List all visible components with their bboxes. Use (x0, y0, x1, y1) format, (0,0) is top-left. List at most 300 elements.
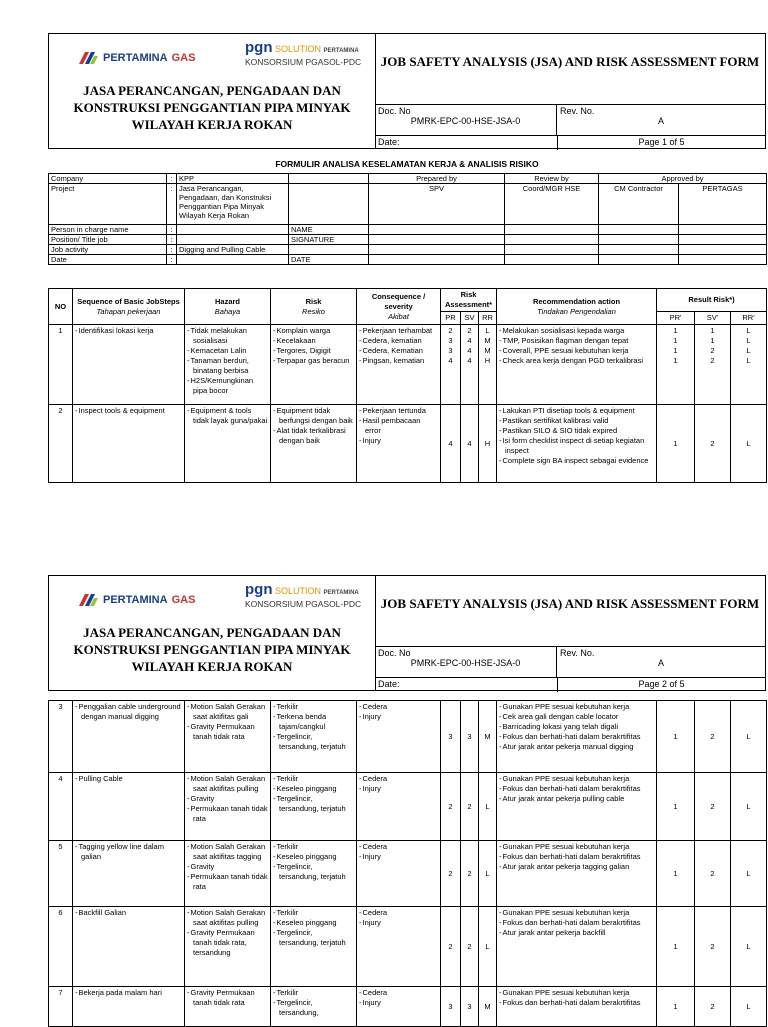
value: 2 (710, 356, 715, 365)
bullet-item: - Alat tidak terkalibrasi dengan baik (273, 426, 354, 446)
bullet-list (273, 774, 354, 814)
row-risk (271, 773, 357, 841)
blank-cell (369, 235, 505, 245)
value-stack (443, 942, 458, 952)
row-consequence (357, 405, 441, 483)
value-stack (443, 732, 458, 742)
value: 1 (673, 356, 678, 365)
colon: : (167, 255, 177, 265)
row-risk (271, 841, 357, 907)
jsa-rows-page-2 (49, 701, 767, 1027)
header-right (375, 34, 765, 148)
col-rr2: RR' (731, 312, 767, 325)
value: 2 (710, 801, 715, 811)
row-pr (441, 405, 461, 483)
date-sign-label: DATE (289, 255, 369, 265)
bullet-item: - Penggalian cable underground dengan manual digging (75, 702, 182, 722)
blank-cell (289, 184, 369, 225)
pertamina-gas-logo (77, 592, 195, 608)
value: 4 (467, 336, 472, 345)
bullet-list (187, 702, 268, 742)
table-row (49, 701, 767, 773)
logo-pertamina-text: PERTAMINA (103, 594, 168, 606)
blank-cell (289, 174, 369, 184)
date-label: Date (49, 255, 167, 265)
bullet-item: - Cedera (359, 842, 438, 852)
page-number: Page 1 of 5 (557, 135, 765, 150)
row-rr (479, 773, 497, 841)
col-no: NO (49, 289, 73, 325)
logo-solution-text: SOLUTION (275, 586, 322, 596)
row-sv (461, 987, 479, 1027)
row-recommendation (497, 701, 657, 773)
bullet-item: - Tergelincir, tersandung, terjatuh (273, 862, 354, 882)
row-step (73, 841, 185, 907)
col-seq-id: Tahapan pekerjaan (96, 306, 161, 316)
bullet-item: - Keseleo pinggang (273, 852, 354, 862)
value-stack (659, 869, 692, 879)
bullet-list (359, 406, 438, 446)
bullet-item: - Gravity Permukaan tanah tidak rata, tersandung (187, 928, 268, 958)
rev-cell (557, 105, 765, 135)
value: 3 (467, 1001, 472, 1011)
header-left (49, 576, 376, 690)
bullet-item: - Motion Salah Gerakan saat aktifitas pulling (187, 774, 268, 794)
bullet-list (359, 988, 438, 1008)
col-rec-label: Recommendation action (532, 296, 621, 306)
pgn-logo (245, 581, 362, 610)
row-sv (461, 907, 479, 987)
bullet-list (187, 326, 268, 396)
row-rr (479, 405, 497, 483)
blank-cell (599, 255, 679, 265)
value: 4 (467, 346, 472, 355)
row-recommendation (497, 841, 657, 907)
bullet-list (499, 988, 654, 1008)
blank-cell (289, 245, 369, 255)
review-by-label: Review by (505, 174, 599, 184)
row-rr (479, 987, 497, 1027)
value: L (746, 1001, 751, 1011)
doc-no-value: PMRK-EPC-00-HSE-JSA-0 (410, 658, 521, 668)
row-hazard (185, 701, 271, 773)
value-stack (481, 1002, 494, 1012)
approved-by-label: Approved by (599, 174, 767, 184)
bullet-item: - Motion Salah Gerakan saat aktifitas pulling (187, 908, 268, 928)
doc-no-label: Doc. No (378, 106, 411, 116)
row-hazard (185, 773, 271, 841)
bullet-list (359, 908, 438, 928)
bullet-item: - Motion Salah Gerakan saat aktifitas tagging (187, 842, 268, 862)
value-stack (659, 439, 692, 449)
bullet-item: - Keseleo pinggang (273, 918, 354, 928)
blank-cell (599, 245, 679, 255)
value: 3 (467, 731, 472, 741)
col-rr: RR (479, 312, 497, 325)
bullet-item: - Tergelincir, tersandung, (273, 998, 354, 1018)
bullet-item: - Gunakan PPE sesuai kebutuhan kerja (499, 774, 654, 784)
row-pr (441, 907, 461, 987)
activity-value: Digging and Pulling Cable (177, 245, 289, 255)
colon: : (167, 235, 177, 245)
bullet-item: - Permukaan tanah tidak rata (187, 804, 268, 824)
row-pr (441, 325, 461, 405)
bullet-item: - Coverall, PPE sesuai kebutuhan kerja (499, 346, 654, 356)
bullet-item: - Tergelincir, tersandung, terjatuh (273, 928, 354, 948)
blank-cell (679, 245, 767, 255)
bullet-item: - Gravity (187, 794, 268, 804)
value: 2 (448, 941, 453, 951)
row-hazard (185, 987, 271, 1027)
bullet-item: - Terpapar gas beracun (273, 356, 354, 366)
row-step (73, 405, 185, 483)
bullet-list (187, 908, 268, 958)
row-pr (441, 987, 461, 1027)
value: 3 (448, 336, 453, 345)
row-sv2 (695, 325, 731, 405)
col-pr: PR (441, 312, 461, 325)
bullet-item: - Complete sign BA inspect sebagai evidence (499, 456, 654, 466)
bullet-item: - Equipment tidak berfungsi dengan baik (273, 406, 354, 426)
value: L (746, 438, 751, 448)
logo-gas-text: GAS (171, 52, 196, 64)
col-risk-label: Risk (305, 296, 322, 306)
table-row (49, 987, 767, 1027)
row-no: 7 (49, 987, 73, 1027)
col-seq-label: Sequence of Basic JobSteps (77, 296, 180, 306)
date-label: Date: (378, 137, 400, 147)
company-label: Company (49, 174, 167, 184)
value: 1 (673, 336, 678, 345)
value: L (746, 941, 751, 951)
prepared-by-label: Prepared by (369, 174, 505, 184)
value: 2 (710, 731, 715, 741)
value: 1 (673, 326, 678, 335)
value-stack (659, 326, 692, 366)
row-sv (461, 405, 479, 483)
value-stack (443, 1002, 458, 1012)
row-sv2 (695, 773, 731, 841)
value-stack (481, 326, 494, 366)
bullet-item: - Melakukan sosialisasi kepada warga (499, 326, 654, 336)
row-recommendation (497, 907, 657, 987)
col-result-risk: Result Risk*) (657, 289, 767, 312)
bullet-item: - Tidak melakukan sosialisasi (187, 326, 268, 346)
value: M (484, 346, 491, 355)
row-sv (461, 325, 479, 405)
header-page-2 (48, 575, 766, 691)
row-pr (441, 701, 461, 773)
bullet-item: - Permukaan tanah tidak rata (187, 872, 268, 892)
value: 2 (448, 326, 453, 335)
value-stack (697, 439, 728, 449)
company-value: KPP (177, 174, 289, 184)
bullet-item: - Isi form checklist inspect di setiap kegiatan inspect (499, 436, 654, 456)
doc-no-value: PMRK-EPC-00-HSE-JSA-0 (410, 116, 521, 126)
value-stack (733, 1002, 764, 1012)
blank-cell (505, 235, 599, 245)
bullet-item: - Injury (359, 784, 438, 794)
blank-cell (599, 235, 679, 245)
bullet-item: - TMP, Posisikan flagman dengan tepat (499, 336, 654, 346)
bullet-item: - Tergelincir, tersandung, terjatuh (273, 794, 354, 814)
blank-cell (369, 245, 505, 255)
value: 1 (673, 346, 678, 355)
value: 1 (673, 941, 678, 951)
value-stack (463, 439, 476, 449)
col-rec (497, 289, 657, 325)
colon: : (167, 225, 177, 235)
project-label: Project (49, 184, 167, 225)
pic-label: Person in charge name (49, 225, 167, 235)
bullet-item: - Identifikasi lokasi kerja (75, 326, 182, 336)
bullet-item: - Injury (359, 712, 438, 722)
row-hazard (185, 405, 271, 483)
blank-cell (679, 235, 767, 245)
spv-label: SPV (369, 184, 505, 225)
col-cons-id: Akibat (388, 311, 409, 321)
col-hazard (185, 289, 271, 325)
coord-label: Coord/MGR HSE (505, 184, 599, 225)
row-step (73, 987, 185, 1027)
table-row (49, 773, 767, 841)
pertagas-label: PERTAGAS (679, 184, 767, 225)
value-stack (697, 942, 728, 952)
bullet-item: - Atur jarak antar pekerja manual digging (499, 742, 654, 752)
row-risk (271, 907, 357, 987)
value-stack (463, 869, 476, 879)
row-no: 5 (49, 841, 73, 907)
bullet-item: - Motion Salah Gerakan saat aktifitas gali (187, 702, 268, 722)
bullet-item: - Gravity (187, 862, 268, 872)
bullet-list (273, 326, 354, 366)
value-stack (733, 732, 764, 742)
logo-pertamina-small: PERTAMINA (323, 48, 359, 54)
col-rec-id: Tindakan Pengendalian (537, 306, 616, 316)
value: 3 (448, 731, 453, 741)
pertamina-logo-icon (77, 50, 99, 66)
doc-no-cell (375, 105, 557, 135)
value: M (484, 336, 491, 345)
pertamina-logo-icon (77, 592, 99, 608)
row-recommendation (497, 405, 657, 483)
row-risk (271, 325, 357, 405)
value-stack (733, 869, 764, 879)
bullet-item: - Inspect tools & equipment (75, 406, 182, 416)
value-stack (659, 802, 692, 812)
value: L (485, 801, 490, 811)
row-rr2 (731, 907, 767, 987)
bullet-item: - Injury (359, 918, 438, 928)
bullet-item: - Gravity Permukaan tanah tidak rata (187, 722, 268, 742)
value-stack (481, 439, 494, 449)
value: L (485, 941, 490, 951)
logo-pgn-text: pgn (245, 581, 273, 598)
name-label: NAME (289, 225, 369, 235)
bullet-item: - Injury (359, 998, 438, 1008)
info-table (48, 173, 767, 265)
bullet-item: - Cedera, kematian (359, 336, 438, 346)
blank-cell (599, 225, 679, 235)
value: L (746, 868, 751, 878)
row-step (73, 701, 185, 773)
table-row (49, 325, 767, 405)
row-step (73, 325, 185, 405)
bullet-item: - Lakukan PTI disetiap tools & equipment (499, 406, 654, 416)
value-stack (733, 439, 764, 449)
value: H (484, 438, 491, 448)
row-sv2 (695, 701, 731, 773)
row-pr2 (657, 325, 695, 405)
value: 2 (710, 346, 715, 355)
value: 2 (467, 326, 472, 335)
value: 4 (467, 438, 472, 448)
row-consequence (357, 987, 441, 1027)
rev-label: Rev. No. (560, 648, 595, 658)
col-hazard-id: Bahaya (214, 306, 241, 316)
bullet-item: - Pingsan, kematian (359, 356, 438, 366)
value-stack (659, 1002, 692, 1012)
bullet-item: - Cedera (359, 908, 438, 918)
bullet-list (359, 774, 438, 794)
value-stack (481, 802, 494, 812)
table-row (49, 841, 767, 907)
row-sv2 (695, 405, 731, 483)
project-title: JASA PERANCANGAN, PENGADAAN DAN KONSTRUKSI PENGGANTIAN PIPA MINYAK WILAYAH KERJA ROKAN (73, 83, 351, 132)
bullet-item: - Terkilir (273, 988, 354, 998)
bullet-list (75, 988, 182, 998)
bullet-item: - Pastikan sertifikat kalibrasi valid (499, 416, 654, 426)
bullet-item: - Gravity Permukaan tanah tidak rata (187, 988, 268, 1008)
row-pr2 (657, 907, 695, 987)
blank-cell (505, 245, 599, 255)
doc-no-cell (375, 647, 557, 677)
blank-cell (679, 225, 767, 235)
bullet-list (359, 326, 438, 366)
value: M (484, 1001, 491, 1011)
row-consequence (357, 325, 441, 405)
bullet-item: - Atur jarak antar pekerja tagging galian (499, 862, 654, 872)
row-pr (441, 841, 461, 907)
col-hazard-label: Hazard (214, 296, 240, 306)
bullet-list (273, 842, 354, 882)
value: L (485, 326, 490, 335)
value: 2 (448, 868, 453, 878)
value-stack (697, 326, 728, 366)
position-value (177, 235, 289, 245)
jsa-rows-page-1 (49, 325, 767, 483)
bullet-list (187, 406, 268, 426)
bullet-item: - Bekerja pada malam hari (75, 988, 182, 998)
row-hazard (185, 907, 271, 987)
col-pr2: PR' (657, 312, 695, 325)
bullet-item: - Gunakan PPE sesuai kebutuhan kerja (499, 842, 654, 852)
bullet-item: - Fokus dan berhati-hati dalam berakrtifitas (499, 918, 654, 928)
project-title: JASA PERANCANGAN, PENGADAAN DAN KONSTRUKSI PENGGANTIAN PIPA MINYAK WILAYAH KERJA ROKAN (73, 625, 351, 674)
row-recommendation (497, 987, 657, 1027)
logo-gas-text: GAS (171, 594, 196, 606)
bullet-list (499, 842, 654, 872)
value-stack (697, 732, 728, 742)
bullet-item: - Gunakan PPE sesuai kebutuhan kerja (499, 988, 654, 998)
row-rr2 (731, 987, 767, 1027)
bullet-item: - Injury (359, 852, 438, 862)
value-stack (697, 1002, 728, 1012)
logo-pertamina-text: PERTAMINA (103, 52, 168, 64)
rev-label: Rev. No. (560, 106, 595, 116)
value: 2 (467, 941, 472, 951)
bullet-item: - Fokus dan berhati-hati dalam berakrtifitas (499, 852, 654, 862)
blank-cell (369, 225, 505, 235)
value-stack (733, 802, 764, 812)
header-right (375, 576, 765, 690)
row-rr2 (731, 405, 767, 483)
value: 4 (467, 356, 472, 365)
bullet-list (359, 842, 438, 862)
blank-cell (505, 255, 599, 265)
value-stack (697, 869, 728, 879)
value-stack (463, 1002, 476, 1012)
row-rr (479, 841, 497, 907)
row-pr2 (657, 841, 695, 907)
bullet-list (499, 774, 654, 804)
bullet-item: - Fokus dan berhati-hati dalam berakrtifitas (499, 998, 654, 1008)
table-row (49, 405, 767, 483)
bullet-item: - Atur jarak antar pekerja backfill (499, 928, 654, 938)
value: H (484, 356, 491, 365)
row-sv (461, 841, 479, 907)
signature-label: SIGNATURE (289, 235, 369, 245)
bullet-item: - Pastikan SILO & SIO tidak expired (499, 426, 654, 436)
value-stack (733, 326, 764, 366)
bullet-item: - Terkilir (273, 774, 354, 784)
bullet-item: - Tagging yellow line dalam galian (75, 842, 182, 862)
row-recommendation (497, 325, 657, 405)
bullet-item: - Cek area gali dengan cable locator (499, 712, 654, 722)
row-no: 6 (49, 907, 73, 987)
col-sv: SV (461, 312, 479, 325)
row-risk (271, 987, 357, 1027)
bullet-item: - Pekerjaan terhambat (359, 326, 438, 336)
value: 1 (673, 801, 678, 811)
col-seq (73, 289, 185, 325)
bullet-list (273, 988, 354, 1018)
logo-pertamina-small: PERTAMINA (323, 590, 359, 596)
value: 2 (710, 438, 715, 448)
blank-cell (505, 225, 599, 235)
row-step (73, 907, 185, 987)
row-risk (271, 405, 357, 483)
bullet-item: - Fokus dan berhati-hati dalam berakrtifitas (499, 784, 654, 794)
value-stack (463, 326, 476, 366)
logo-solution-text: SOLUTION (275, 44, 322, 54)
value: 1 (710, 326, 715, 335)
value: 1 (710, 336, 715, 345)
bullet-item: - Cedera, Kematian (359, 346, 438, 356)
bullet-list (273, 406, 354, 446)
bullet-item: - Kecelakaan (273, 336, 354, 346)
value: 1 (673, 1001, 678, 1011)
page-number: Page 2 of 5 (557, 677, 765, 692)
col-risk (271, 289, 357, 325)
value: 3 (448, 1001, 453, 1011)
value: 3 (448, 346, 453, 355)
header-page-1 (48, 33, 766, 149)
value: L (746, 801, 751, 811)
colon: : (167, 245, 177, 255)
col-risk-assessment: Risk Assessment* (441, 289, 497, 312)
bullet-list (499, 406, 654, 466)
